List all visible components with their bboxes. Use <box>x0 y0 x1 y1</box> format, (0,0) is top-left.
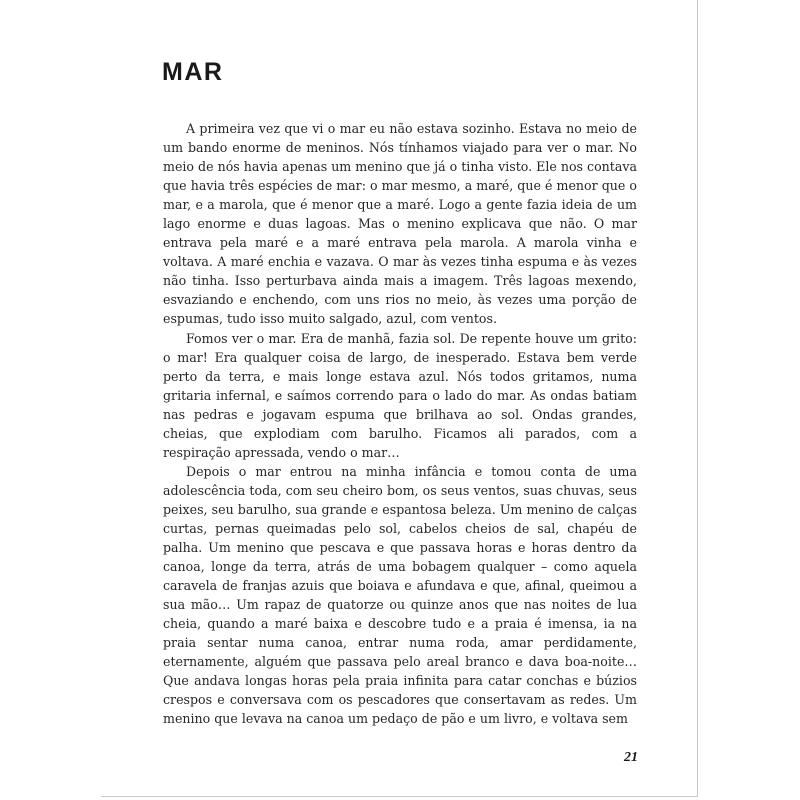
page-number: 21 <box>624 750 638 765</box>
paragraph: A primeira vez que vi o mar eu não estava sozinho. Estava no meio de um bando enorme de meninos. Nós tínhamos viajado para ver o mar. No meio de nós havia apenas um menino que já o tinha visto. Ele nos contava que havia três espécies de mar: o mar mesmo, a maré, que é menor que o mar, e a marola, que é menor que a maré. Logo a gente fazia ideia de um lago enorme e duas lagoas. Mas o menino explicava que não. O mar entrava pela maré e a maré entrava pela marola. A marola vinha e voltava. A maré enchia e vazava. O mar às vezes tinha espuma e às vezes não tinha. Isso perturbava ainda mais a imagem. Três lagoas mexendo, esvaziando e enchendo, com uns rios no meio, às vezes uma porção de espumas, tudo isso muito salgado, azul, com ventos. <box>163 121 637 327</box>
paragraph: Fomos ver o mar. Era de manhã, fazia sol. De repente houve um grito: o mar! Era qualquer coisa de largo, de inesperado. Estava bem verde perto da terra, e mais longe estava azul. Nós todos gritamos, numa gritaria infernal, e saímos correndo para o lado do mar. As ondas batiam nas pedras e jogavam espuma que brilhava ao sol. Ondas grandes, cheias, que explodiam com barulho. Ficamos ali parados, com a respiração apressada, vendo o mar… <box>163 330 637 460</box>
chapter-body <box>163 119 637 729</box>
paragraph: Depois o mar entrou na minha infância e tomou conta de uma adolescência toda, com seu cheiro bom, os seus ventos, suas chuvas, seus peixes, seu barulho, sua grande e espantosa beleza. Um menino de calças curtas, pernas queimadas pelo sol, cabelos cheios de sal, chapéu de palha. Um menino que pescava e que passava horas e horas dentro da canoa, longe da terra, atrás de uma bobagem qualquer – como aquela caravela de franjas azuis que boiava e afundava e que, afinal, queimou a sua mão… Um rapaz de quatorze ou quinze anos que nas noites de lua cheia, quando a maré baixa e descobre tudo e a praia é imensa, ia na praia sentar numa canoa, entrar numa roda, amar perdidamente, eternamente, alguém que passava pelo areal branco e dava boa-noite… Que andava longas horas pela praia infinita para catar conchas e búzios crespos e conversava com os pescadores que consertavam as redes. Um menino que levava na canoa um pedaço de pão e um livro, e voltava sem <box>163 463 637 727</box>
chapter-title: MAR <box>162 58 224 86</box>
book-page <box>101 0 698 797</box>
